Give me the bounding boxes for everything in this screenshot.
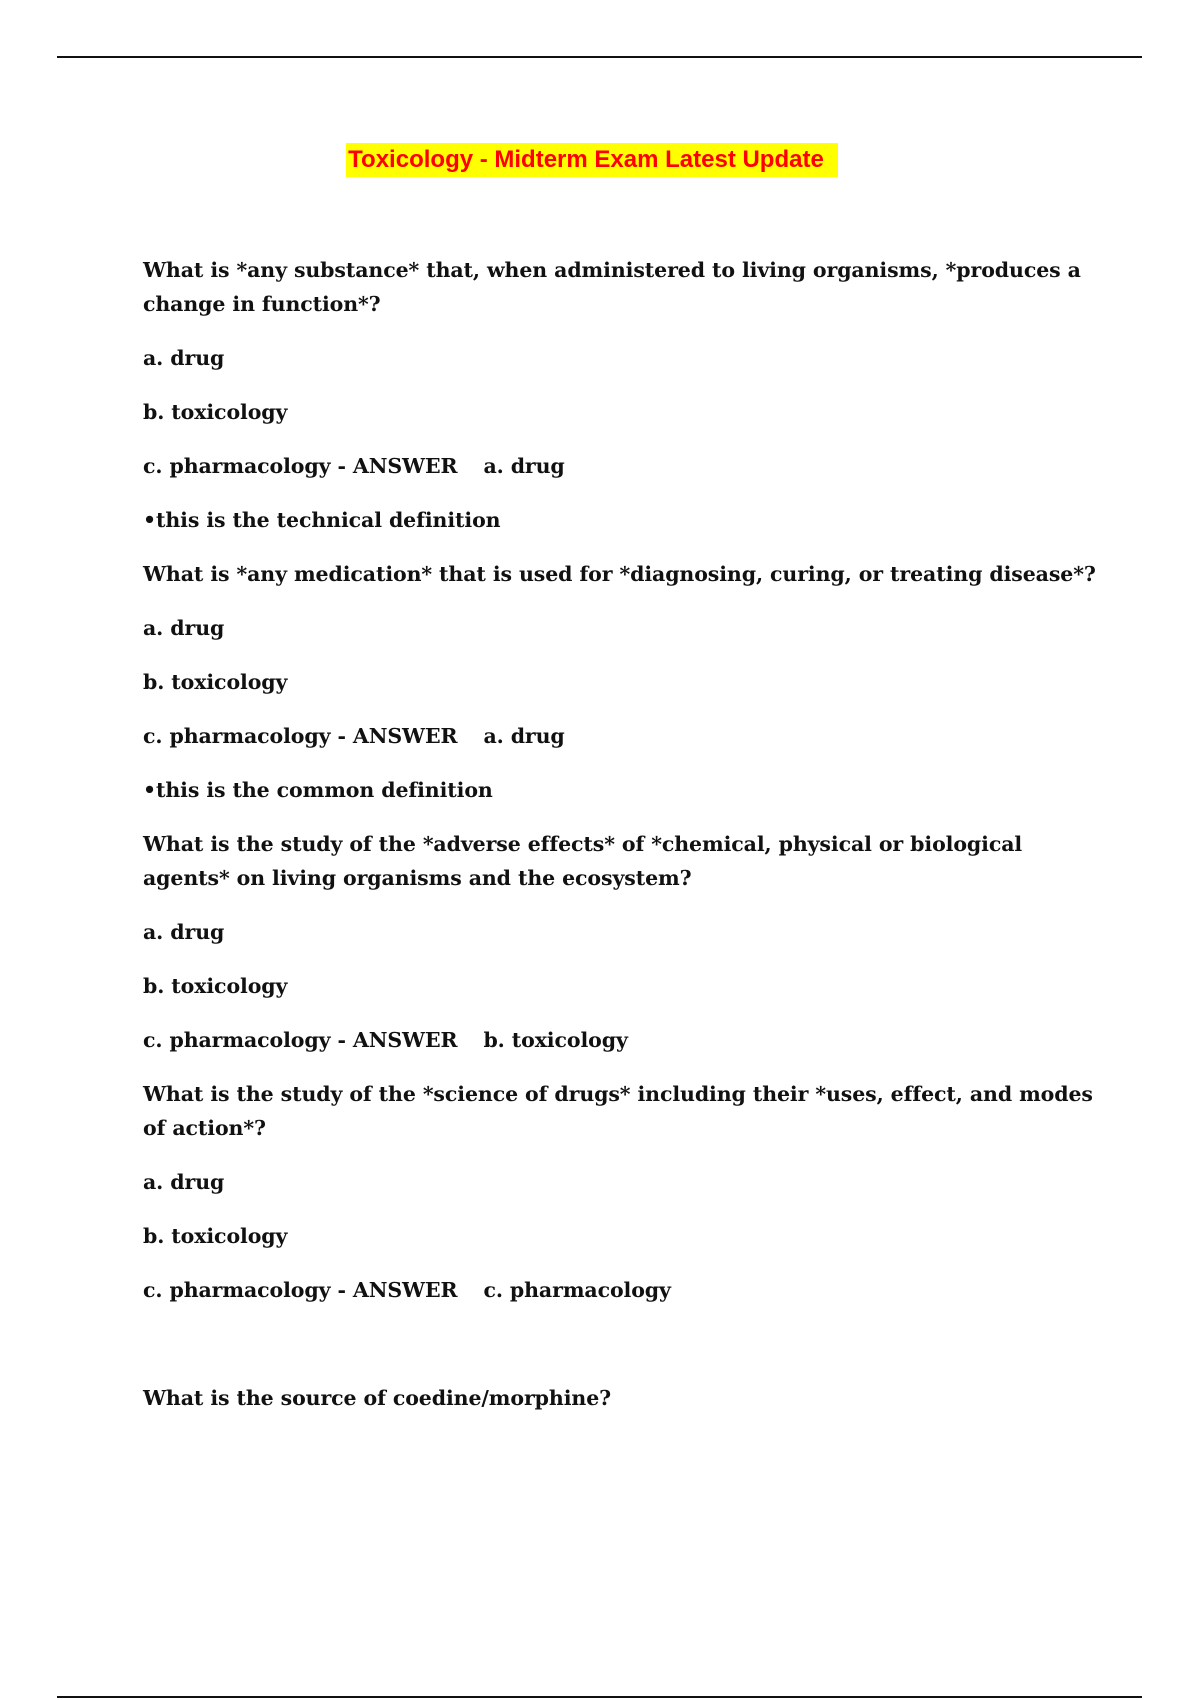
question-4-answer: c. pharmacology: [483, 1278, 671, 1302]
question-2-answer: a. drug: [483, 724, 565, 748]
question-4-option-c-answer-line: [143, 1273, 1103, 1307]
question-3-option-c: c. pharmacology - ANSWER: [143, 1028, 458, 1052]
document-body: [143, 253, 1103, 1435]
document-title: Toxicology - Midterm Exam Latest Update: [346, 143, 838, 177]
question-5-text: What is the source of coedine/morphine?: [143, 1386, 612, 1410]
question-3-option-a: a. drug: [143, 920, 225, 944]
question-2-option-a: a. drug: [143, 616, 225, 640]
question-4-option-a: a. drug: [143, 1170, 225, 1194]
question-1-option-c: c. pharmacology - ANSWER: [143, 454, 458, 478]
question-1-option-a: a. drug: [143, 346, 225, 370]
question-1-option-b: b. toxicology: [143, 400, 288, 424]
question-4-text: What is the study of the *science of drugs* including their *uses, effect, and modes of action*?: [143, 1082, 1093, 1140]
question-3-answer: b. toxicology: [483, 1028, 628, 1052]
question-1-answer: a. drug: [483, 454, 565, 478]
question-2-note: •this is the common definition: [143, 778, 493, 802]
question-4-option-b: b. toxicology: [143, 1224, 288, 1248]
question-2-option-c-answer-line: [143, 719, 1103, 753]
bottom-rule: [57, 1696, 1142, 1698]
question-2-option-b: b. toxicology: [143, 670, 288, 694]
question-1-option-c-answer-line: [143, 449, 1103, 483]
question-4-option-c: c. pharmacology - ANSWER: [143, 1278, 458, 1302]
question-3-text: What is the study of the *adverse effects* of *chemical, physical or biological agents* on living organisms and the ecosystem?: [143, 832, 1023, 890]
question-2-text: What is *any medication* that is used for *diagnosing, curing, or treating disease*?: [143, 562, 1096, 586]
section-spacer: [143, 1327, 1103, 1381]
question-3-option-b: b. toxicology: [143, 974, 288, 998]
question-2-option-c: c. pharmacology - ANSWER: [143, 724, 458, 748]
question-3-option-c-answer-line: [143, 1023, 1103, 1057]
top-rule: [57, 56, 1142, 58]
question-1-note: •this is the technical definition: [143, 508, 501, 532]
title-area: [0, 143, 1200, 177]
question-1-text: What is *any substance* that, when administered to living organisms, *produces a change in function*?: [143, 258, 1081, 316]
